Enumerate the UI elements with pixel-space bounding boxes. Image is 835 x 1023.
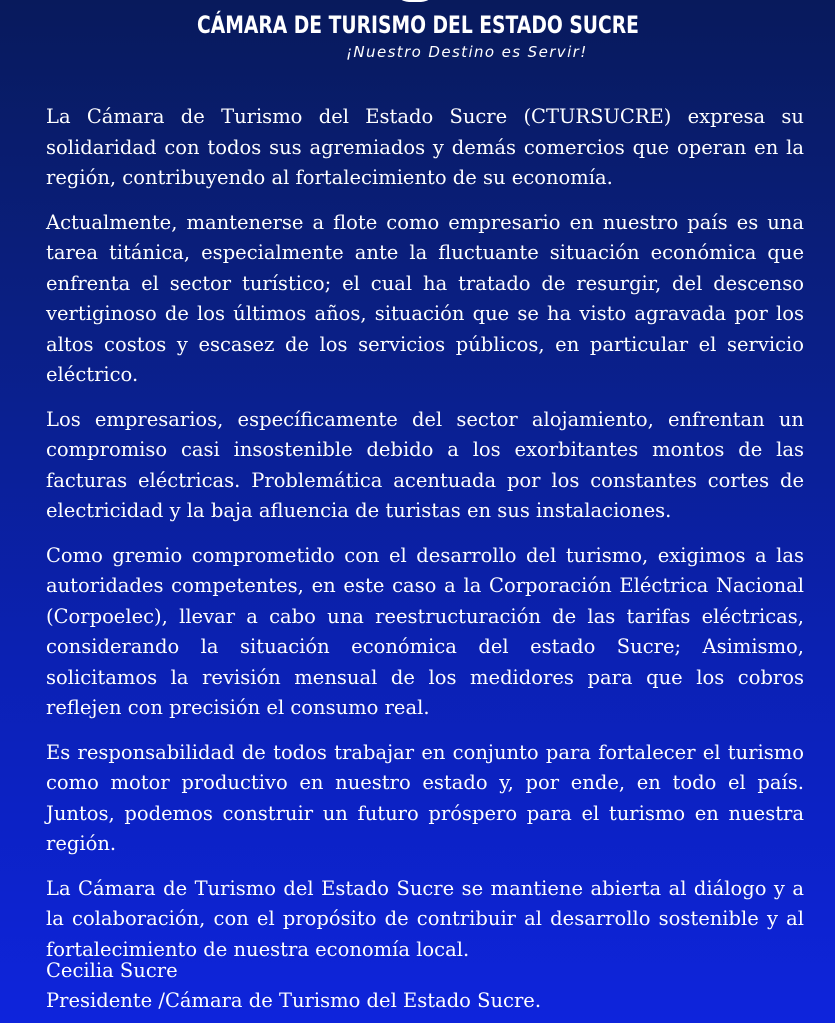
tagline: ¡Nuestro Destino es Servir!: [346, 43, 588, 61]
header: [0, 10, 835, 70]
paragraph-dialogue: La Cámara de Turismo del Estado Sucre se mantiene abierta al diálogo y a la colaboración, con el propósito de contribuir al desarrollo sostenible y al fortalecimiento de nuestra economía local.: [46, 876, 804, 961]
paragraph-demands: Como gremio comprometido con el desarrollo del turismo, exigimos a las autoridades competentes, en este caso a la Corporación Eléctrica Nacional (Corpoelec), llevar a cabo una reestructuración de las tarifas eléctricas, considerando la situación económica del estado Sucre; Asimismo, solicitamos la revisión mensual de los medidores para que los cobros reflejen con precisión el consumo real.: [46, 543, 804, 719]
paragraph-situation: Actualmente, mantenerse a flote como empresario en nuestro país es una tarea titánica, especialmente ante la fluctuante situación económica que enfrenta el sector turístico; el cual ha tratado de resurgir, del descenso vertiginoso de los últimos años, situación que se ha visto agravada por los altos costos y escasez de los servicios públicos, en particular el servicio eléctrico.: [46, 210, 804, 386]
signatory-name: Cecilia Sucre: [46, 959, 178, 982]
paragraph-solidarity: La Cámara de Turismo del Estado Sucre (CTURSUCRE) expresa su solidaridad con todos sus agremiados y demás comercios que operan en la región, contribuyendo al fortalecimiento de su economía.: [46, 105, 804, 189]
organization-name: CÁMARA DE TURISMO DEL ESTADO SUCRE: [197, 11, 639, 39]
statement-body: [46, 102, 804, 979]
paragraph-responsibility: Es responsabilidad de todos trabajar en conjunto para fortalecer el turismo como motor productivo en nuestro estado y, por ende, en todo el país. Juntos, podemos construir un futuro próspero para el turismo en nuestra región.: [46, 740, 804, 855]
signatory-title: Presidente /Cámara de Turismo del Estado Sucre.: [46, 989, 542, 1012]
paragraph-lodging: Los empresarios, específicamente del sector alojamiento, enfrentan un compromiso casi insostenible debido a los exorbitantes montos de las facturas eléctricas. Problemática acentuada por los constantes cortes de electricidad y la baja afluencia de turistas en sus instalaciones.: [46, 407, 804, 522]
signature-block: [46, 956, 804, 1016]
logo-emblem: [395, 0, 435, 2]
